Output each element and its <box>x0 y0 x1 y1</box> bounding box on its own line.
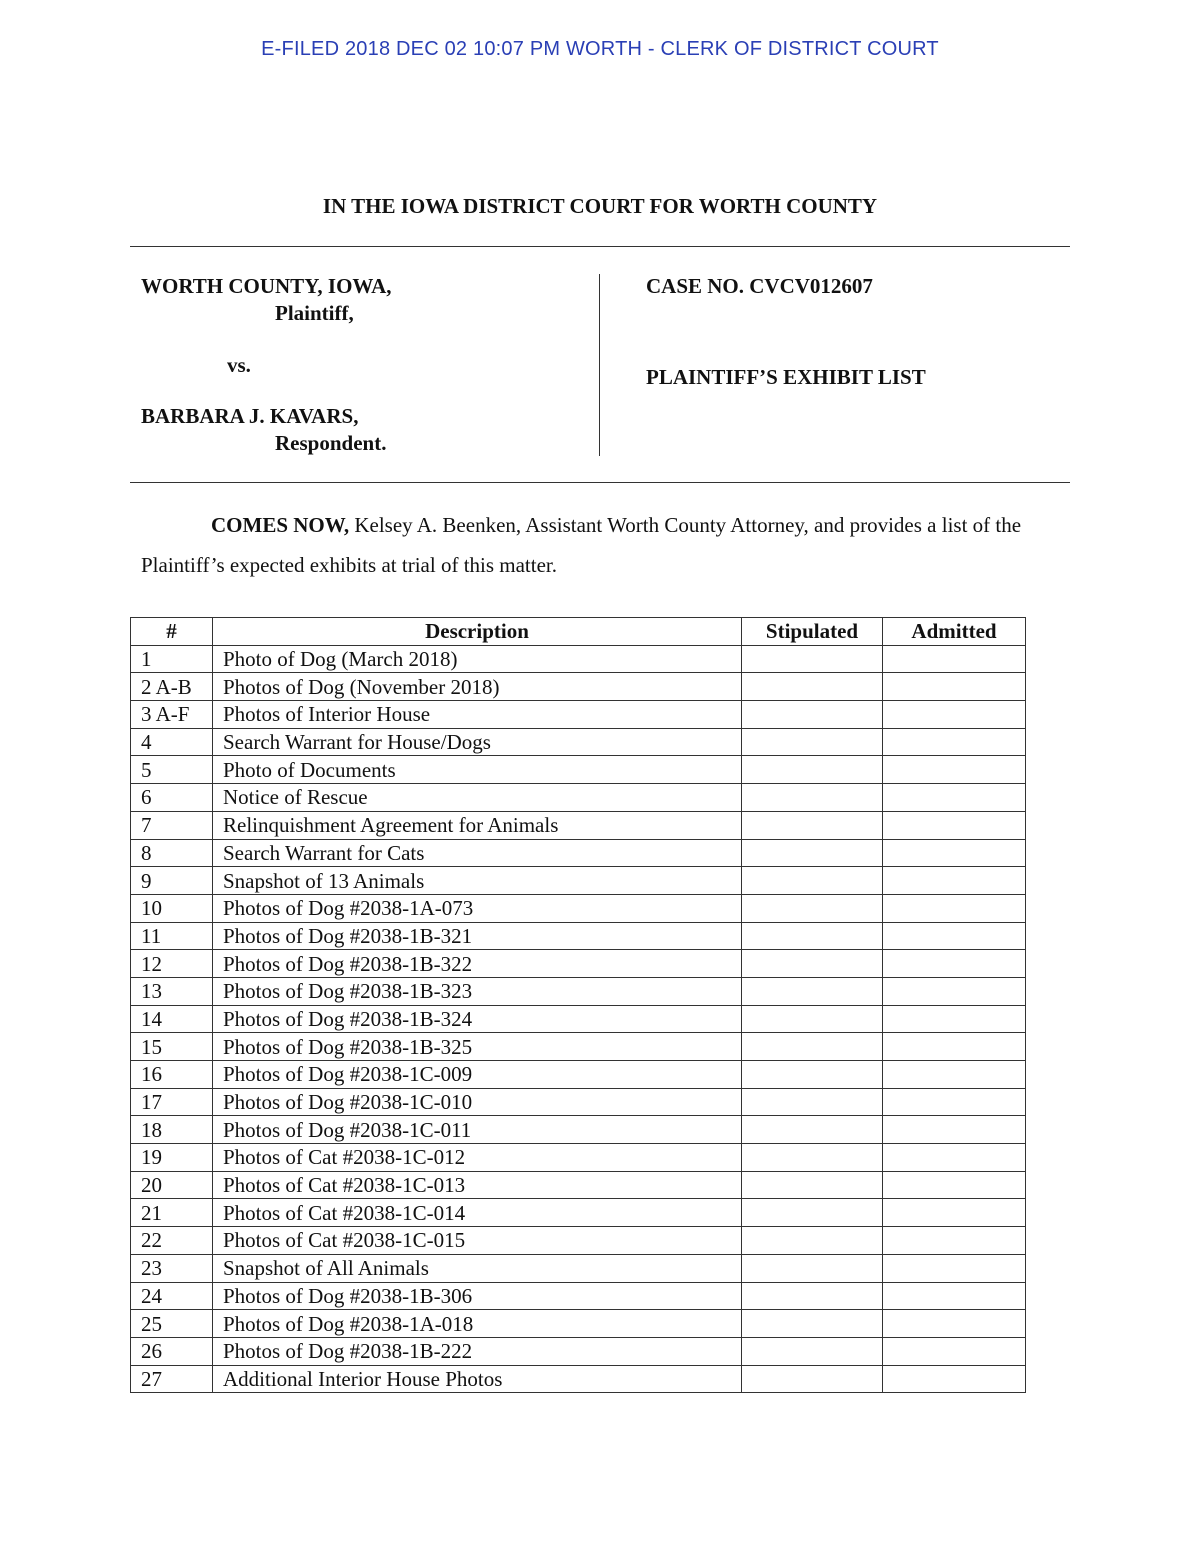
exhibit-number-cell: 14 <box>131 1005 213 1033</box>
admitted-cell <box>883 1033 1026 1061</box>
table-row <box>131 894 1026 922</box>
admitted-cell <box>883 756 1026 784</box>
stipulated-cell <box>742 1227 883 1255</box>
exhibit-number-cell: 5 <box>131 756 213 784</box>
stipulated-cell <box>742 784 883 812</box>
caption-bottom-rule <box>130 482 1070 483</box>
table-row <box>131 950 1026 978</box>
stipulated-cell <box>742 839 883 867</box>
plaintiff-role: Plaintiff, <box>275 301 354 325</box>
exhibit-description-cell: Photos of Dog #2038-1C-009 <box>213 1061 742 1089</box>
admitted-cell <box>883 1171 1026 1199</box>
exhibit-description-cell: Photos of Cat #2038-1C-012 <box>213 1144 742 1172</box>
exhibit-number-cell: 2 A-B <box>131 673 213 701</box>
table-row <box>131 977 1026 1005</box>
exhibit-table <box>130 617 1026 1393</box>
plaintiff-name: WORTH COUNTY, IOWA, <box>141 274 392 298</box>
table-row <box>131 1282 1026 1310</box>
table-row <box>131 1199 1026 1227</box>
exhibit-number-cell: 16 <box>131 1061 213 1089</box>
respondent-name: BARBARA J. KAVARS, <box>141 404 359 428</box>
stipulated-cell <box>742 728 883 756</box>
stipulated-cell <box>742 1061 883 1089</box>
stipulated-cell <box>742 1282 883 1310</box>
exhibit-description-cell: Search Warrant for House/Dogs <box>213 728 742 756</box>
admitted-cell <box>883 1199 1026 1227</box>
exhibit-number-cell: 10 <box>131 894 213 922</box>
admitted-cell <box>883 728 1026 756</box>
caption-top-rule <box>130 246 1070 247</box>
exhibit-number-cell: 4 <box>131 728 213 756</box>
exhibit-number-cell: 8 <box>131 839 213 867</box>
exhibit-description-cell: Photos of Dog #2038-1C-010 <box>213 1088 742 1116</box>
stipulated-cell <box>742 1199 883 1227</box>
exhibit-description-cell: Photos of Dog (November 2018) <box>213 673 742 701</box>
respondent-role: Respondent. <box>275 431 387 455</box>
exhibit-description-cell: Photos of Dog #2038-1B-322 <box>213 950 742 978</box>
stipulated-cell <box>742 756 883 784</box>
table-row <box>131 645 1026 673</box>
admitted-cell <box>883 950 1026 978</box>
header-number: # <box>131 618 213 646</box>
header-description: Description <box>213 618 742 646</box>
table-row <box>131 1254 1026 1282</box>
intro-text: Kelsey A. Beenken, Assistant Worth County Attorney, and provides a list of the Plaintiff’s expected exhibits at trial of this matter. <box>141 513 1022 577</box>
stipulated-cell <box>742 673 883 701</box>
court-title: IN THE IOWA DISTRICT COURT FOR WORTH COUNTY <box>322 194 878 218</box>
table-row <box>131 1144 1026 1172</box>
admitted-cell <box>883 894 1026 922</box>
exhibit-number-cell: 7 <box>131 811 213 839</box>
document-title: PLAINTIFF’S EXHIBIT LIST <box>646 365 926 389</box>
table-row <box>131 1116 1026 1144</box>
versus-label: vs. <box>227 353 251 377</box>
table-row <box>131 1088 1026 1116</box>
exhibit-description-cell: Photos of Dog #2038-1A-018 <box>213 1310 742 1338</box>
table-row <box>131 1033 1026 1061</box>
exhibit-description-cell: Photos of Interior House <box>213 701 742 729</box>
admitted-cell <box>883 784 1026 812</box>
table-row <box>131 1337 1026 1365</box>
admitted-cell <box>883 1116 1026 1144</box>
stipulated-cell <box>742 1005 883 1033</box>
exhibit-number-cell: 17 <box>131 1088 213 1116</box>
stipulated-cell <box>742 1254 883 1282</box>
header-admitted: Admitted <box>883 618 1026 646</box>
exhibit-description-cell: Photos of Dog #2038-1B-325 <box>213 1033 742 1061</box>
exhibit-number-cell: 11 <box>131 922 213 950</box>
table-row <box>131 811 1026 839</box>
admitted-cell <box>883 1144 1026 1172</box>
table-row <box>131 701 1026 729</box>
stipulated-cell <box>742 1171 883 1199</box>
exhibit-description-cell: Photos of Dog #2038-1C-011 <box>213 1116 742 1144</box>
admitted-cell <box>883 1005 1026 1033</box>
intro-paragraph <box>141 505 1041 585</box>
exhibit-number-cell: 13 <box>131 977 213 1005</box>
table-row <box>131 839 1026 867</box>
exhibit-description-cell: Snapshot of All Animals <box>213 1254 742 1282</box>
exhibit-description-cell: Photos of Dog #2038-1B-222 <box>213 1337 742 1365</box>
admitted-cell <box>883 1310 1026 1338</box>
table-row <box>131 728 1026 756</box>
admitted-cell <box>883 673 1026 701</box>
exhibit-number-cell: 9 <box>131 867 213 895</box>
exhibit-number-cell: 25 <box>131 1310 213 1338</box>
stipulated-cell <box>742 1088 883 1116</box>
exhibit-description-cell: Photos of Dog #2038-1B-323 <box>213 977 742 1005</box>
stipulated-cell <box>742 867 883 895</box>
stipulated-cell <box>742 701 883 729</box>
exhibit-description-cell: Photo of Documents <box>213 756 742 784</box>
exhibit-description-cell: Photo of Dog (March 2018) <box>213 645 742 673</box>
table-row <box>131 1310 1026 1338</box>
exhibit-description-cell: Search Warrant for Cats <box>213 839 742 867</box>
stipulated-cell <box>742 894 883 922</box>
table-row <box>131 1061 1026 1089</box>
table-row <box>131 867 1026 895</box>
intro-lead: COMES NOW, <box>211 513 350 537</box>
admitted-cell <box>883 867 1026 895</box>
stipulated-cell <box>742 1310 883 1338</box>
exhibit-description-cell: Snapshot of 13 Animals <box>213 867 742 895</box>
exhibit-number-cell: 24 <box>131 1282 213 1310</box>
exhibit-description-cell: Photos of Dog #2038-1A-073 <box>213 894 742 922</box>
admitted-cell <box>883 1365 1026 1393</box>
exhibit-number-cell: 20 <box>131 1171 213 1199</box>
stipulated-cell <box>742 811 883 839</box>
exhibit-number-cell: 1 <box>131 645 213 673</box>
admitted-cell <box>883 701 1026 729</box>
exhibit-description-cell: Additional Interior House Photos <box>213 1365 742 1393</box>
stipulated-cell <box>742 1116 883 1144</box>
exhibit-number-cell: 18 <box>131 1116 213 1144</box>
exhibit-description-cell: Notice of Rescue <box>213 784 742 812</box>
exhibit-description-cell: Photos of Dog #2038-1B-306 <box>213 1282 742 1310</box>
admitted-cell <box>883 1337 1026 1365</box>
exhibit-description-cell: Photos of Dog #2038-1B-324 <box>213 1005 742 1033</box>
case-number: CASE NO. CVCV012607 <box>646 274 873 298</box>
admitted-cell <box>883 1282 1026 1310</box>
exhibit-description-cell: Photos of Cat #2038-1C-013 <box>213 1171 742 1199</box>
caption-divider <box>599 274 600 456</box>
table-row <box>131 922 1026 950</box>
exhibit-number-cell: 3 A-F <box>131 701 213 729</box>
stipulated-cell <box>742 645 883 673</box>
stipulated-cell <box>742 1365 883 1393</box>
stipulated-cell <box>742 922 883 950</box>
stipulated-cell <box>742 1144 883 1172</box>
table-row <box>131 1227 1026 1255</box>
exhibit-number-cell: 22 <box>131 1227 213 1255</box>
exhibit-description-cell: Relinquishment Agreement for Animals <box>213 811 742 839</box>
admitted-cell <box>883 1254 1026 1282</box>
exhibit-number-cell: 6 <box>131 784 213 812</box>
exhibit-number-cell: 21 <box>131 1199 213 1227</box>
table-row <box>131 673 1026 701</box>
admitted-cell <box>883 922 1026 950</box>
admitted-cell <box>883 839 1026 867</box>
stipulated-cell <box>742 1033 883 1061</box>
efiled-stamp: E-FILED 2018 DEC 02 10:07 PM WORTH - CLERK OF DISTRICT COURT <box>261 38 939 60</box>
stipulated-cell <box>742 950 883 978</box>
exhibit-number-cell: 12 <box>131 950 213 978</box>
exhibit-number-cell: 19 <box>131 1144 213 1172</box>
exhibit-description-cell: Photos of Cat #2038-1C-014 <box>213 1199 742 1227</box>
exhibit-number-cell: 23 <box>131 1254 213 1282</box>
exhibit-number-cell: 27 <box>131 1365 213 1393</box>
table-row <box>131 784 1026 812</box>
exhibit-number-cell: 15 <box>131 1033 213 1061</box>
admitted-cell <box>883 1088 1026 1116</box>
header-stipulated: Stipulated <box>742 618 883 646</box>
admitted-cell <box>883 1061 1026 1089</box>
table-row <box>131 756 1026 784</box>
stipulated-cell <box>742 977 883 1005</box>
table-row <box>131 1171 1026 1199</box>
admitted-cell <box>883 645 1026 673</box>
admitted-cell <box>883 1227 1026 1255</box>
exhibit-description-cell: Photos of Cat #2038-1C-015 <box>213 1227 742 1255</box>
exhibit-number-cell: 26 <box>131 1337 213 1365</box>
table-row <box>131 1365 1026 1393</box>
table-row <box>131 1005 1026 1033</box>
admitted-cell <box>883 977 1026 1005</box>
exhibit-description-cell: Photos of Dog #2038-1B-321 <box>213 922 742 950</box>
admitted-cell <box>883 811 1026 839</box>
table-header-row <box>131 618 1026 646</box>
stipulated-cell <box>742 1337 883 1365</box>
